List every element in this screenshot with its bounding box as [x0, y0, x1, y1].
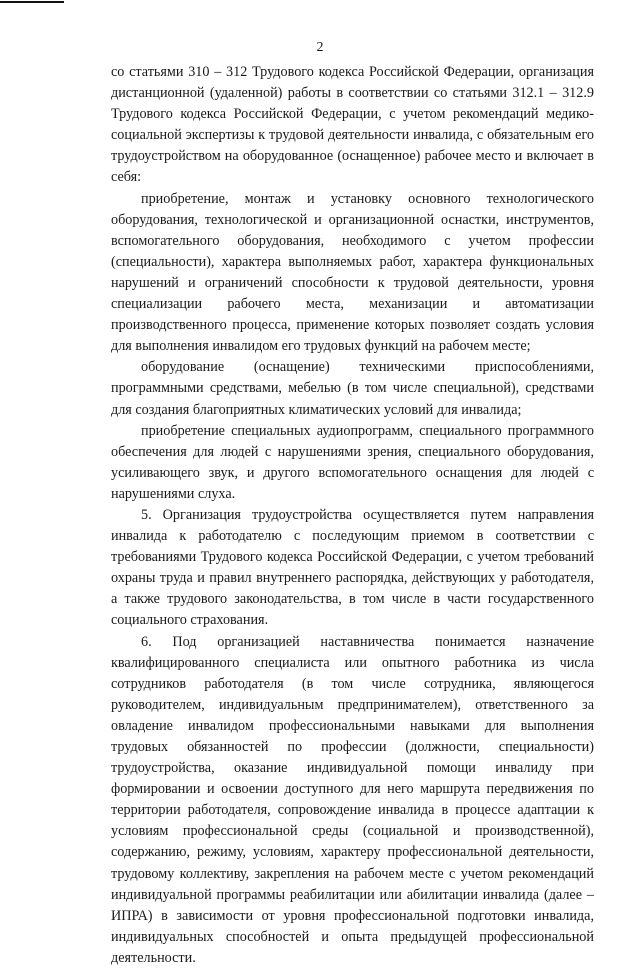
- paragraph-item-6: 6. Под организацией наставничества понимается назначение квалифицированного специалиста или опытного работника из числа сотрудников работодателя (в том числе сотрудника, являющегося руководителем, индивидуальным предпринимателем), ответственного за овладение инвалидом профессиональными навыками для выполнения трудовых обязанностей по профессии (должности, специальности) трудоустройства, оказание индивидуальной помощи инвалиду при формировании и освоении доступного для него маршрута передвижения по территории работодателя, сопровождение инвалида в процессе адаптации к условиям профессиональной среды (социальной и производственной), содержанию, режиму, условиям, характеру профессиональной деятельности, трудовому коллективу, закрепления на рабочем месте с учетом рекомендаций индивидуальной программы реабилитации или абилитации инвалида (далее – ИПРА) в зависимости от уровня профессиональной подготовки инвалида, индивидуальных способностей и опыта предыдущей профессиональной деятельности.: [111, 633, 594, 966]
- page-number: 2: [316, 40, 324, 55]
- paragraph-continuation: со статьями 310 – 312 Трудового кодекса Российской Федерации, организация дистанционной (удаленной) работы в соответствии со статьями 312.1 – 312.9 Трудового кодекса Российской Федерации, с учетом рекомендаций медико-социальной экспертизы к трудовой деятельности инвалида, с обязательным его трудоустройством на оборудованное (оснащенное) рабочее место и включает в себя:: [111, 64, 594, 186]
- paragraph-equipment-fitting: оборудование (оснащение) техническими приспособлениями, программными средствами, мебелью (в том числе специальной), средствами для создания благоприятных климатических условий для инвалида;: [111, 359, 594, 418]
- top-rule: [0, 1, 64, 3]
- paragraph-audio-programs: приобретение специальных аудиопрограмм, специального программного обеспечения для людей с нарушениями зрения, специального оборудования, усиливающего звук, и другого вспомогательного оснащения для людей с нарушениями слуха.: [111, 422, 594, 502]
- document-body: [111, 62, 594, 969]
- paragraph-equipment-purchase: приобретение, монтаж и установку основного технологического оборудования, технологической и организационной оснастки, инструментов, вспомогательного оборудования, необходимого с учетом профессии (специальности), характера выполняемых работ, характера функциональных нарушений и ограничений способности к трудовой деятельности, уровня специализации рабочего места, механизации и автоматизации производственного процесса, применение которых позволяет создать условия для выполнения инвалидом его трудовых функций на рабочем месте;: [111, 190, 594, 355]
- paragraph-item-5: 5. Организация трудоустройства осуществляется путем направления инвалида к работодателю с последующим приемом в соответствии с требованиями Трудового кодекса Российской Федерации, с учетом требований охраны труда и правил внутреннего распорядка, действующих у работодателя, а также трудового законодательства, в том числе в части государственного социального страхования.: [111, 506, 594, 629]
